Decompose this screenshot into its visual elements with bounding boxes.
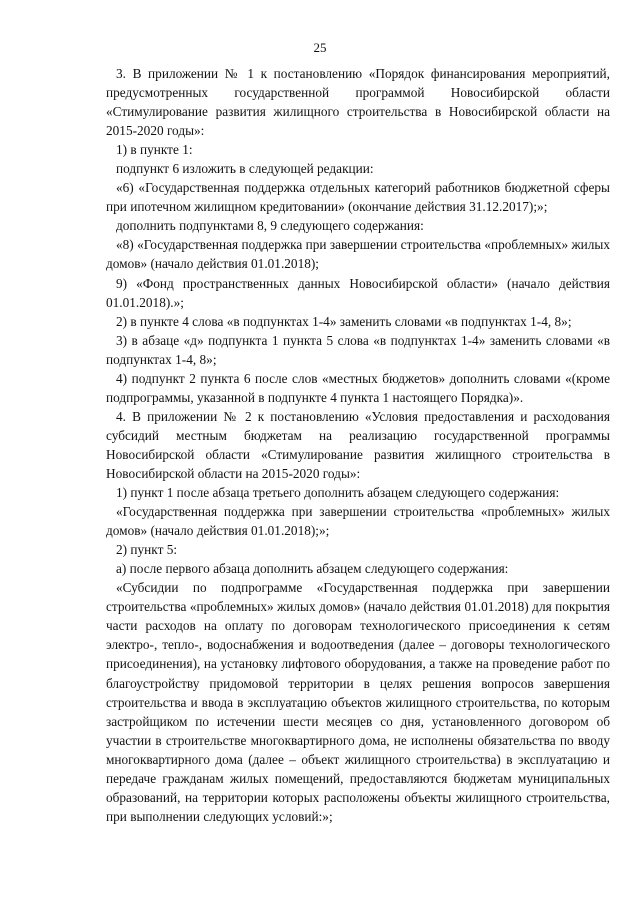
- paragraph-4-2-a-quote: «Субсидии по подпрограмме «Государственная поддержка при завершении строительства «проблемных» жилых домов» (начало действия 01.01.2018) для покрытия части расходов на оплату по договорам технологического присоединения к сетям электро-, тепло-, водоснабжения и водоотведения (далее – договоры технологического присоединения), на установку лифтового оборудования, а также на проведение работ по благоустройству придомовой территории в целях решения вопросов завершения строительства и ввода в эксплуатацию объектов жилищного строительства, по которым застройщиком по истечении шести месяцев со дня, установленного договором об участии в строительстве многоквартирного дома, не исполнены обязательства по вводу многоквартирного дома (далее – объект жилищного строительства) в эксплуатацию и передаче гражданам жилых помещений, предоставляются бюджетам муниципальных образований, на территории которых расположены объекты жилищного строительства, при выполнении следующих условий:»;: [106, 580, 610, 824]
- document-body: [106, 64, 610, 826]
- paragraph-3-4: 4) подпункт 2 пункта 6 после слов «местных бюджетов» дополнить словами «(кроме подпрограммы, указанной в подпункте 4 пункта 1 настоящего Порядка)».: [106, 370, 610, 405]
- paragraph-3-1-add: дополнить подпунктами 8, 9 следующего содержания:: [116, 218, 424, 234]
- paragraph-3-1-sub6: «6) «Государственная поддержка отдельных категорий работников бюджетной сферы при ипотечном жилищном кредитовании» (окончание действия 31.12.2017);»;: [106, 180, 610, 215]
- paragraph-3-1: 1) в пункте 1:: [116, 142, 193, 158]
- paragraph-3-2: 2) в пункте 4 слова «в подпунктах 1-4» заменить словами «в подпунктах 1-4, 8»;: [116, 313, 572, 329]
- paragraph-3-1-intro: подпункт 6 изложить в следующей редакции:: [116, 161, 374, 177]
- paragraph-3-1-sub9: 9) «Фонд пространственных данных Новосибирской области» (начало действия 01.01.2018).»;: [106, 275, 610, 310]
- paragraph-3-3: 3) в абзаце «д» подпункта 1 пункта 5 слова «в подпунктах 1-4» заменить словами «в подпунктах 1-4, 8»;: [106, 332, 610, 367]
- paragraph-4: 4. В приложении № 2 к постановлению «Условия предоставления и расходования субсидий местным бюджетам на реализацию государственной программы Новосибирской области «Стимулирование развития жилищного строительства в Новосибирской области на 2015-2020 годы»:: [106, 408, 610, 481]
- page-number: 25: [313, 40, 327, 55]
- paragraph-3: 3. В приложении № 1 к постановлению «Порядок финансирования мероприятий, предусмотренных государственной программой Новосибирской области «Стимулирование развития жилищного строительства в Новосибирской области на 2015-2020 годы»:: [106, 66, 610, 139]
- paragraph-4-2-a: а) после первого абзаца дополнить абзацем следующего содержания:: [116, 561, 509, 577]
- paragraph-3-1-sub8: «8) «Государственная поддержка при завершении строительства «проблемных» жилых домов» (начало действия 01.01.2018);: [106, 237, 610, 272]
- paragraph-4-1-quote: «Государственная поддержка при завершении строительства «проблемных» жилых домов» (начало действия 01.01.2018);»;: [106, 504, 610, 539]
- paragraph-4-2: 2) пункт 5:: [116, 542, 178, 558]
- paragraph-4-1: 1) пункт 1 после абзаца третьего дополнить абзацем следующего содержания:: [116, 485, 560, 501]
